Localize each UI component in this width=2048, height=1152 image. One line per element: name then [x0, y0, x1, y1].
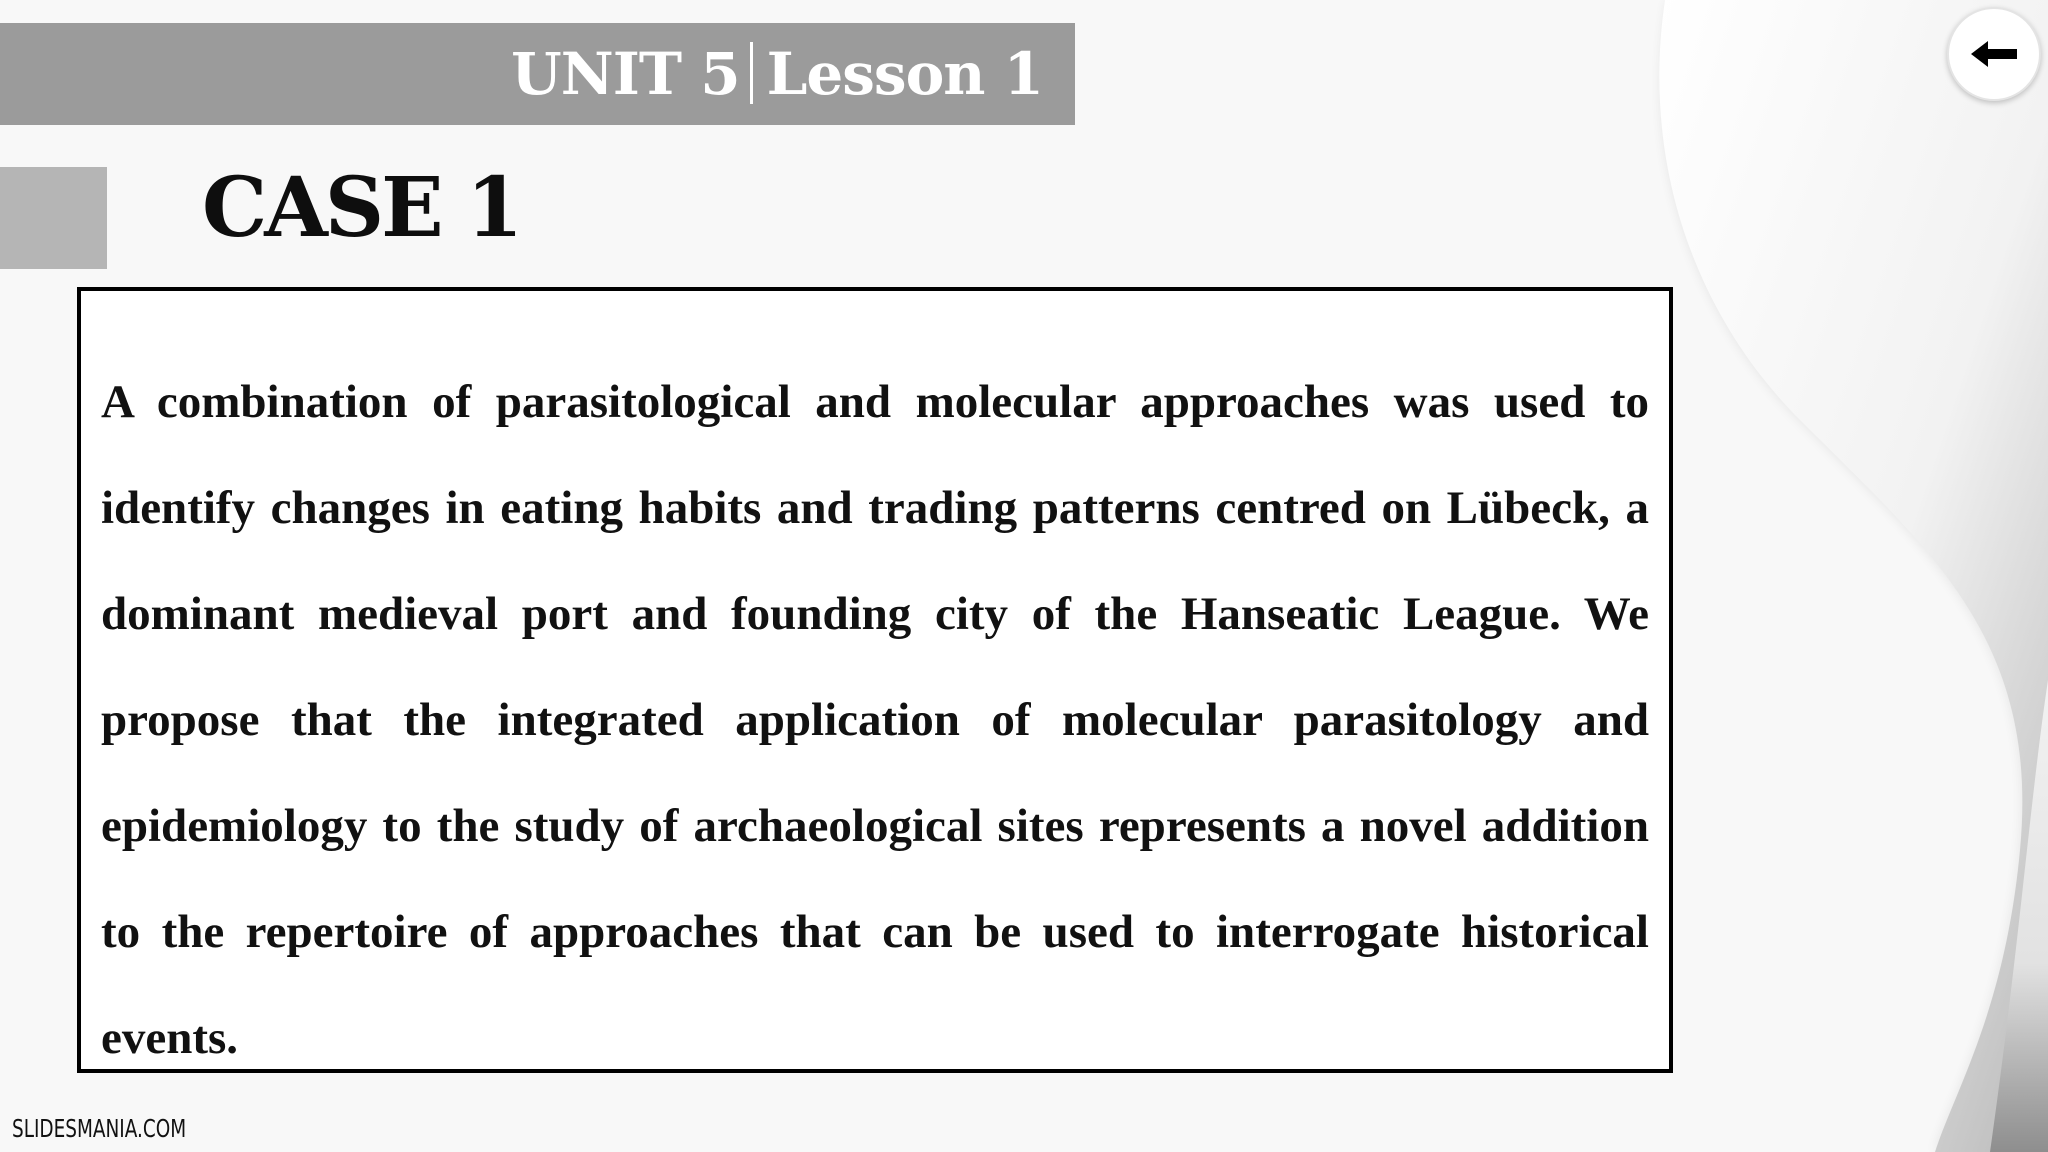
arrow-left-icon: [1971, 39, 2017, 69]
footer-brand: SLIDESMANIA.COM: [12, 1114, 187, 1143]
case-title: CASE 1: [202, 160, 521, 256]
header-bar: [0, 23, 1075, 125]
lesson-label: Lesson 1: [766, 40, 1043, 108]
unit-label: UNIT 5: [511, 40, 740, 108]
case-text-box: [77, 287, 1673, 1073]
header-separator: [750, 42, 753, 104]
case-body-text: A combination of parasitological and molecular approaches was used to identify changes in eating habits and trading patterns centred on Lübeck, a dominant medieval port and founding city of the Hanseatic League. We propose that the integrated application of molecular parasitology and epidemiology to the study of archaeological sites represents a novel addition to the repertoire of approaches that can be used to interrogate historical events.: [101, 376, 1649, 1064]
side-accent-tab: [0, 167, 107, 269]
back-button[interactable]: [1947, 7, 2041, 101]
lesson-header: [511, 35, 1043, 113]
